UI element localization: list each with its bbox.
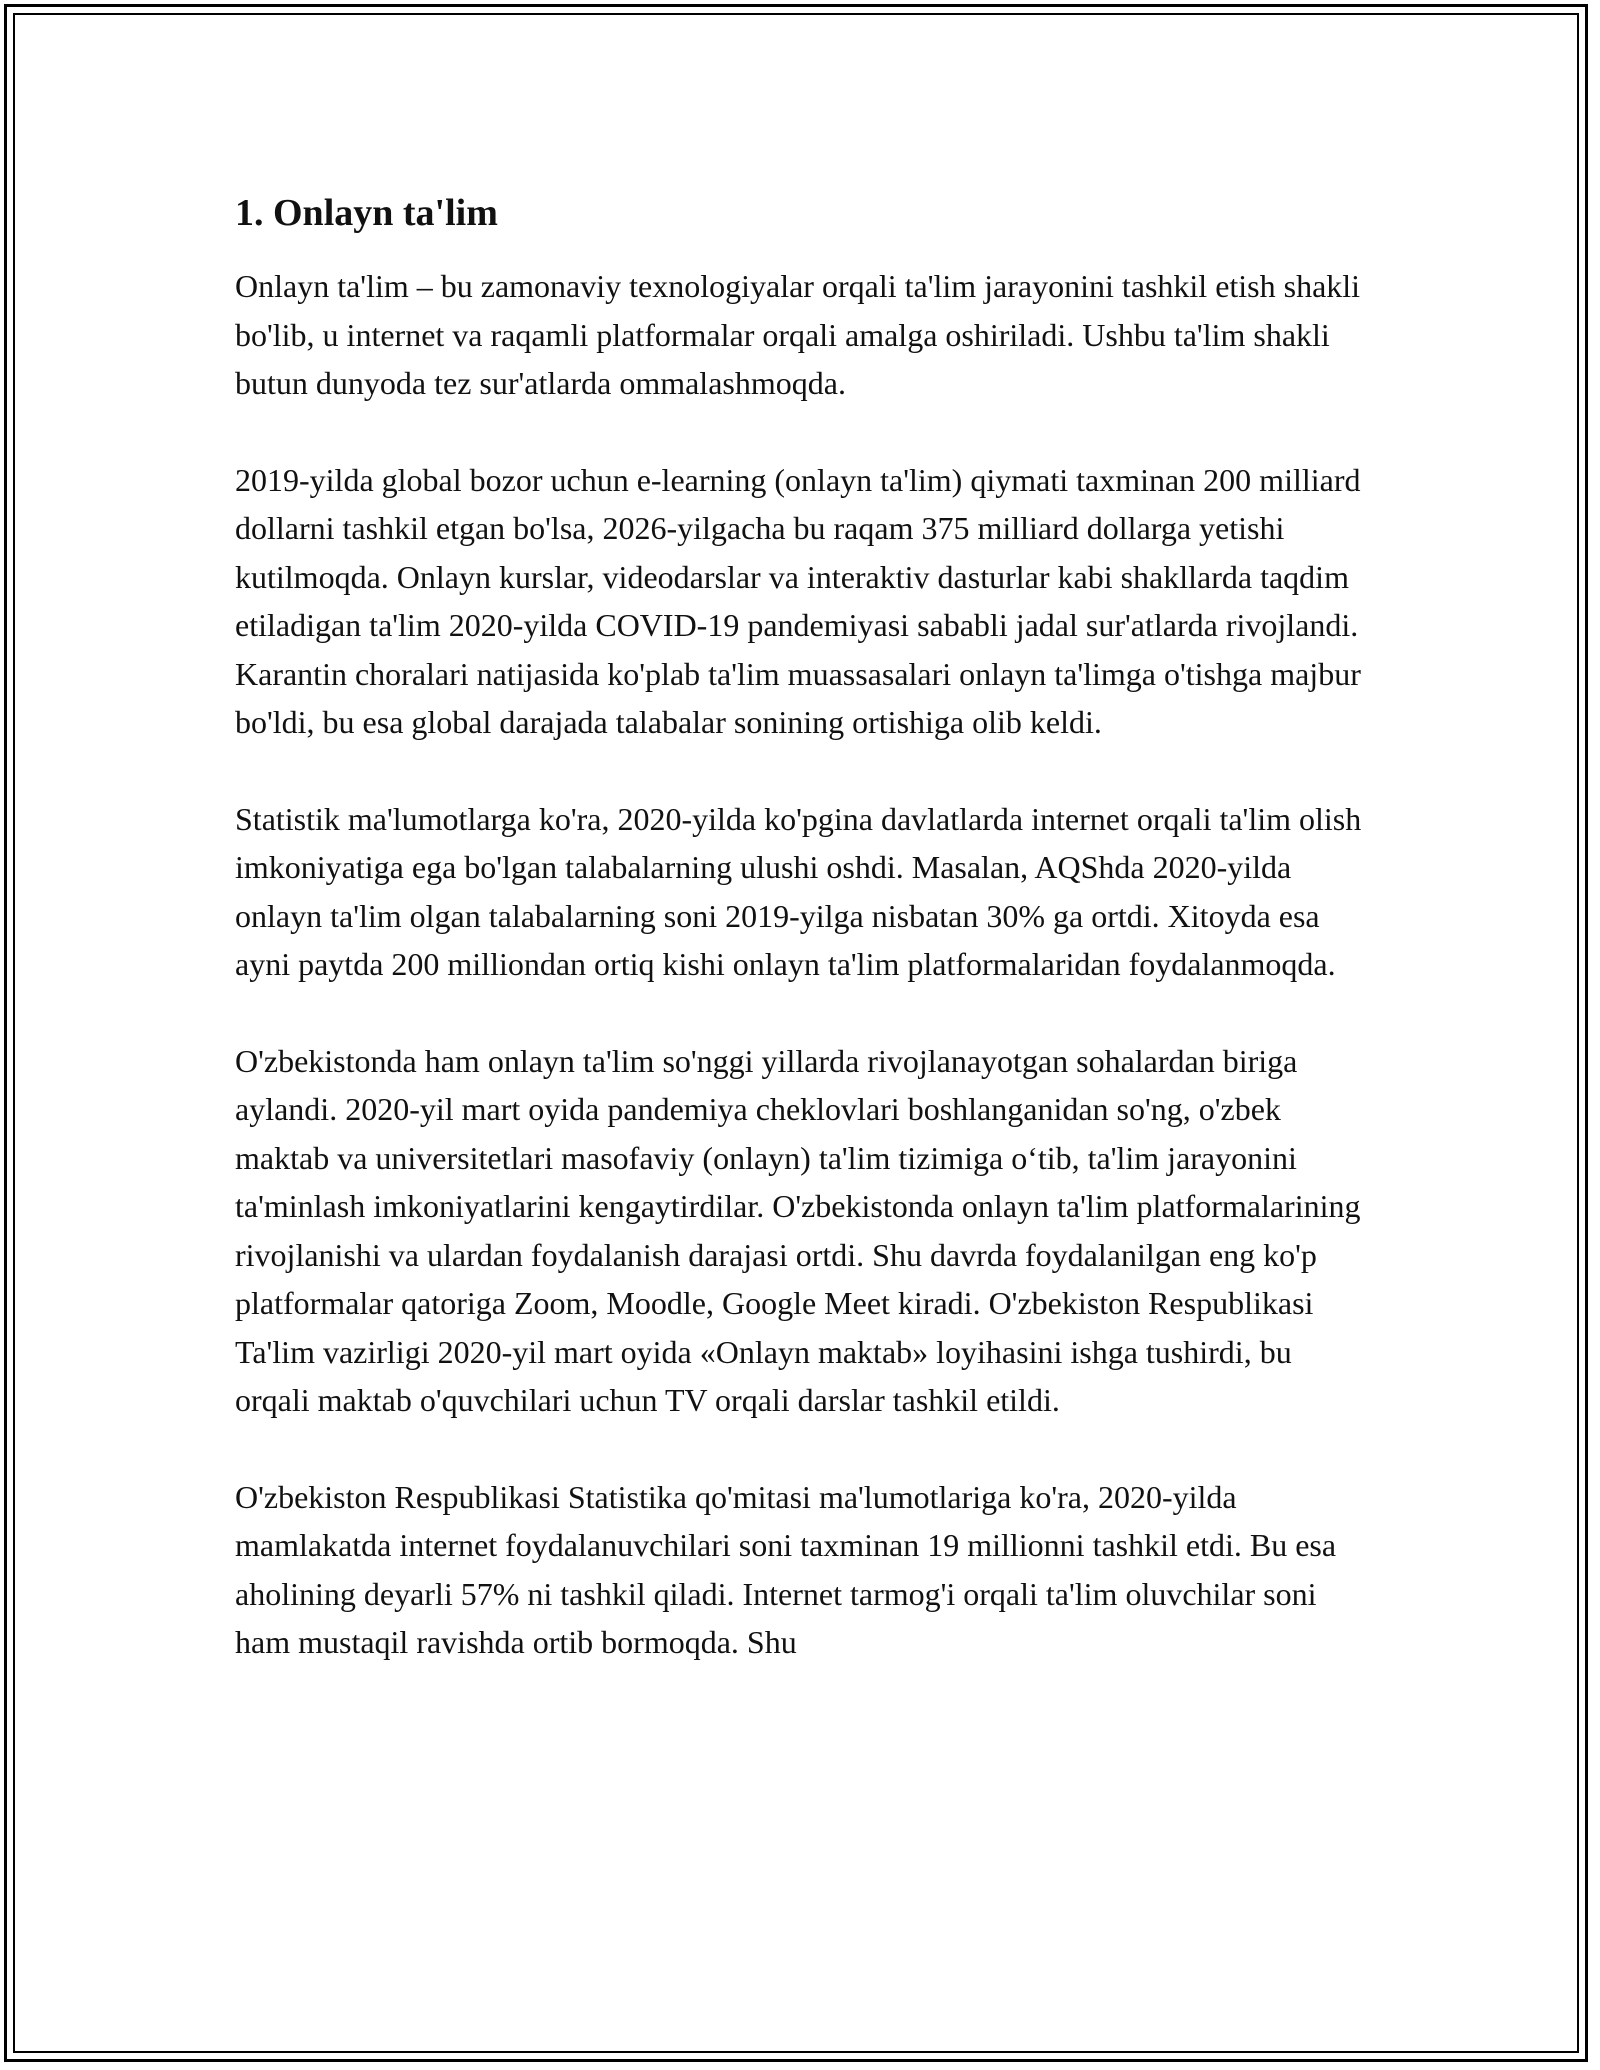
paragraph-internet-users: O'zbekiston Respublikasi Statistika qo'mitasi ma'lumotlariga ko'ra, 2020-yilda mamlakatda internet foydalanuvchilari soni taxminan 19 millionni tashkil etdi. Bu esa aholining deyarli 57% ni tashkil qiladi. Internet tarmog'i orqali ta'lim oluvchilar soni ham mustaqil ravishda ortib bormoqda. Shu — [235, 1478, 1337, 1660]
paragraph-uzbekistan: O'zbekistonda ham onlayn ta'lim so'nggi yillarda rivojlanayotgan sohalardan biriga aylandi. 2020-yil mart oyida pandemiya cheklovlari boshlanganidan so'ng, o'zbek maktab va universitetlari masofaviy (onlayn) ta'lim tizimiga o‘tib, ta'lim jarayonini ta'minlash imkoniyatlarini kengaytirdilar. O'zbekistonda onlayn ta'lim platformalarining rivojlanishi va ulardan foydalanish darajasi ortdi. Shu davrda foydalanilgan eng ko'p platformalar qatoriga Zoom, Moodle, Google Meet kiradi. O'zbekiston Respublikasi Ta'lim vazirligi 2020-yil mart oyida «Onlayn maktab» loyihasini ishga tushirdi, bu orqali maktab o'quvchilari uchun TV orqali darslar tashkil etildi. — [235, 1042, 1361, 1418]
paragraph-global-market: 2019-yilda global bozor uchun e-learning (onlayn ta'lim) qiymati taxminan 200 milliard dollarni tashkil etgan bo'lsa, 2026-yilgacha bu raqam 375 milliard dollarga yetishi kutilmoqda. Onlayn kurslar, videodarslar va interaktiv dasturlar kabi shakllarda taqdim etiladigan ta'lim 2020-yilda COVID-19 pandemiyasi sababli jadal sur'atlarda rivojlandi. Karantin choralari natijasida ko'plab ta'lim muassasalari onlayn ta'limga o'tishga majbur bo'ldi, bu esa global darajada talabalar sonining ortishiga olib keldi. — [235, 461, 1361, 740]
paragraph-statistics: Statistik ma'lumotlarga ko'ra, 2020-yilda ko'pgina davlatlarda internet orqali ta'lim olish imkoniyatiga ega bo'lgan talabalarning ulushi oshdi. Masalan, AQShda 2020-yilda onlayn ta'lim olgan talabalarning soni 2019-yilga nisbatan 30% ga ortdi. Xitoyda esa ayni paytda 200 milliondan ortiq kishi onlayn ta'lim platformalaridan foydalanmoqda. — [235, 800, 1362, 982]
section-heading: 1. Onlayn ta'lim — [235, 192, 498, 234]
paragraph-intro: Onlayn ta'lim – bu zamonaviy texnologiyalar orqali ta'lim jarayonini tashkil etish shakli bo'lib, u internet va raqamli platformalar orqali amalga oshiriladi. Ushbu ta'lim shakli butun dunyoda tez sur'atlarda ommalashmoqda. — [235, 268, 1361, 401]
document-page — [235, 186, 1365, 1715]
